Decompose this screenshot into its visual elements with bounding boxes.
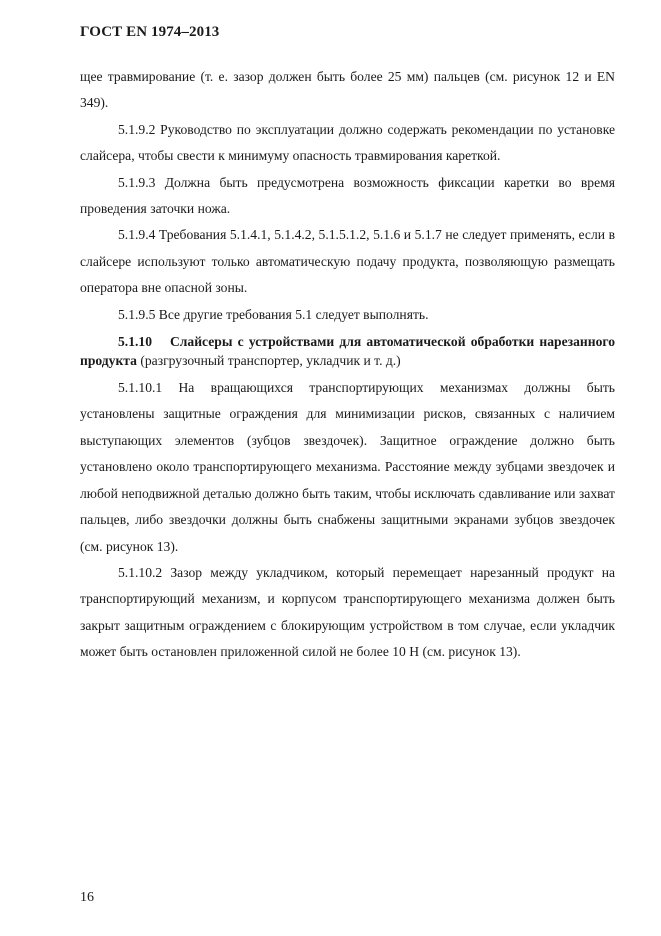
paragraph-continuation: щее травмирование (т. е. зазор должен быть более 25 мм) пальцев (см. рисунок 12 и EN 349). (80, 69, 615, 111)
document-body (80, 64, 615, 666)
paragraph-5-1-10-1: 5.1.10.1 На вращающихся транспортирующих механизмах должны быть установлены защитные ограждения для минимизации рисков, связанных с наличием выступающих элементов (зубцов звездочек). Защитное ограждение должно быть установлено около транспортирующего механизма. Расстояние между зубцами звездочек и любой неподвижной деталью должно быть таким, чтобы исключать сдавливание или захват пальцев, либо звездочки должны быть снабжены защитными экранами зубцов звездочек (см. рисунок 13). (80, 380, 615, 554)
paragraph-5-1-9-4: 5.1.9.4 Требования 5.1.4.1, 5.1.4.2, 5.1.5.1.2, 5.1.6 и 5.1.7 не следует применять, если в слайсере используют только автоматическую подачу продукта, позволяющую размещать оператора вне опасной зоны. (80, 227, 615, 296)
paragraph-5-1-10-2: 5.1.10.2 Зазор между укладчиком, который перемещает нарезанный продукт на транспортирующий механизм, и корпусом транспортирующего механизма должен быть закрыт защитным ограждением с блокирующим устройством в том случае, если укладчик может быть остановлен приложенной силой не более 10 Н (см. рисунок 13). (80, 564, 615, 660)
section-heading-5-1-10 (80, 332, 615, 370)
document-header: ГОСТ EN 1974–2013 (80, 24, 220, 40)
section-title: Слайсеры с устройствами для автоматической обработки нарезанного продукта (80, 334, 615, 369)
paragraph-5-1-9-2: 5.1.9.2 Руководство по эксплуатации должно содержать рекомендации по установке слайсера, чтобы свести к минимуму опасность травмирования кареткой. (80, 121, 615, 164)
page-number: 16 (80, 890, 94, 905)
paragraph-5-1-9-5: 5.1.9.5 Все другие требования 5.1 следует выполнять. (118, 306, 429, 322)
paragraph-5-1-9-3: 5.1.9.3 Должна быть предусмотрена возможность фиксации каретки во время проведения заточки ножа. (80, 174, 615, 217)
section-number: 5.1.10 (118, 334, 152, 350)
section-title-note: (разгрузочный транспортер, укладчик и т. д.) (136, 353, 401, 369)
